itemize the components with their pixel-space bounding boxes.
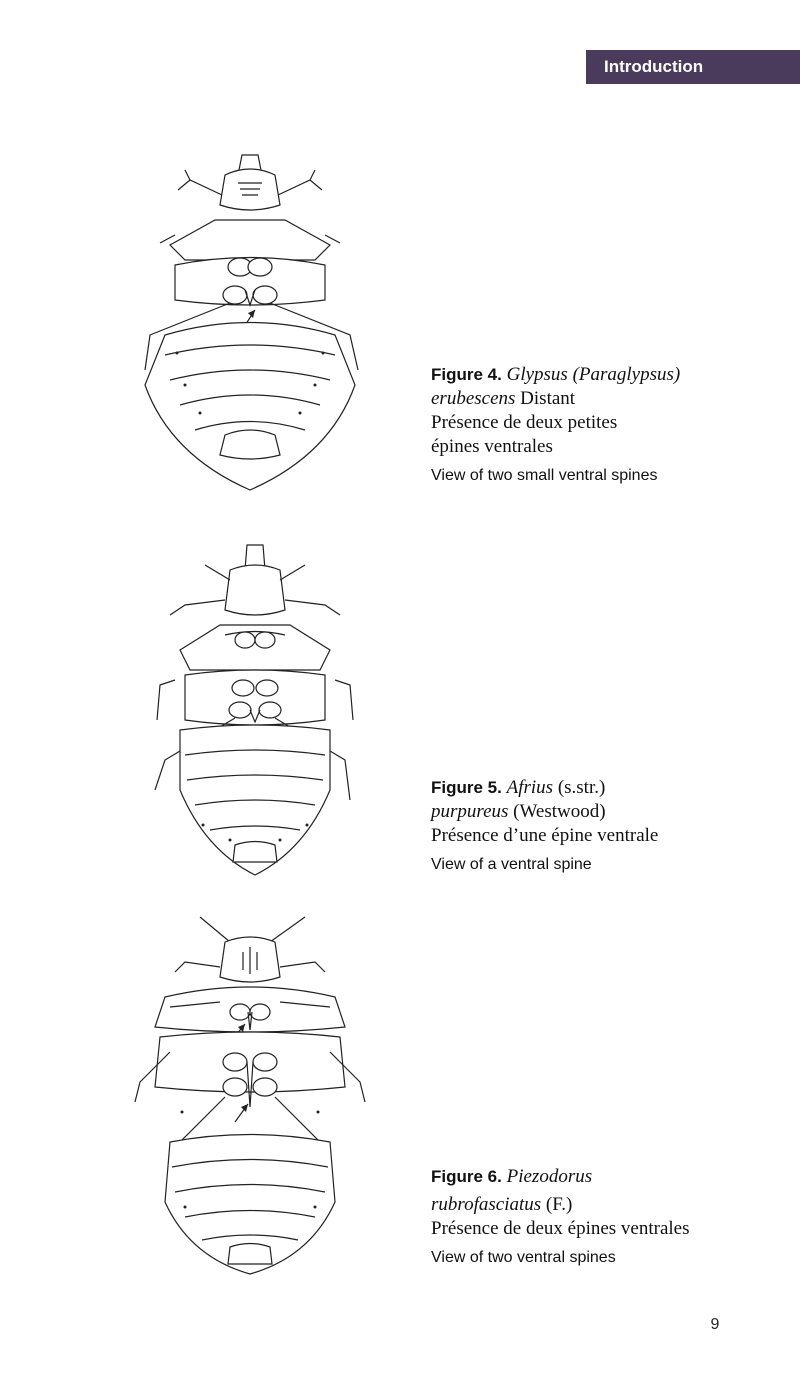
page-number: 9	[710, 1316, 720, 1333]
figure-6-illustration	[130, 912, 370, 1282]
figure-5-label: Figure 5.	[431, 778, 502, 797]
figure-6-species: rubrofasciatus	[431, 1194, 542, 1215]
figure-4-french-2: épines ventrales	[431, 436, 553, 457]
figure-4-english: View of two small ventral spines	[431, 467, 658, 484]
figure-4-illustration	[130, 135, 370, 495]
figure-4-genus: Glypsus (Paraglypsus)	[506, 364, 681, 385]
figure-6-caption	[431, 1165, 771, 1269]
section-tab	[586, 50, 800, 84]
figure-6-author: (F.)	[541, 1194, 573, 1215]
figure-5-french-1: Présence d’une épine ventrale	[431, 825, 659, 846]
figure-6-genus: Piezodorus	[506, 1166, 593, 1187]
bug-ventral-view-illustration	[145, 540, 365, 880]
figure-5-illustration	[145, 540, 365, 880]
bug-ventral-view-illustration	[130, 912, 370, 1282]
figure-5-genus: Afrius	[506, 777, 554, 798]
figure-5-subgenus: (s.str.)	[553, 777, 606, 798]
figure-6-french-1: Présence de deux épines ventrales	[431, 1218, 690, 1239]
figure-6-label: Figure 6.	[431, 1167, 502, 1186]
figure-5-species: purpureus	[431, 801, 509, 822]
figure-4-label: Figure 4.	[431, 365, 502, 384]
figure-4-french-1: Présence de deux petites	[431, 412, 618, 433]
bug-ventral-view-illustration	[130, 135, 370, 495]
figure-5-caption	[431, 776, 771, 876]
figure-4-author: Distant	[515, 388, 576, 409]
figure-4-species: erubescens	[431, 388, 516, 409]
figure-5-author: (Westwood)	[508, 801, 606, 822]
figure-4-caption	[431, 363, 771, 487]
figure-6-english: View of two ventral spines	[431, 1249, 616, 1266]
figure-5-english: View of a ventral spine	[431, 856, 592, 873]
section-title: Introduction	[604, 57, 704, 76]
